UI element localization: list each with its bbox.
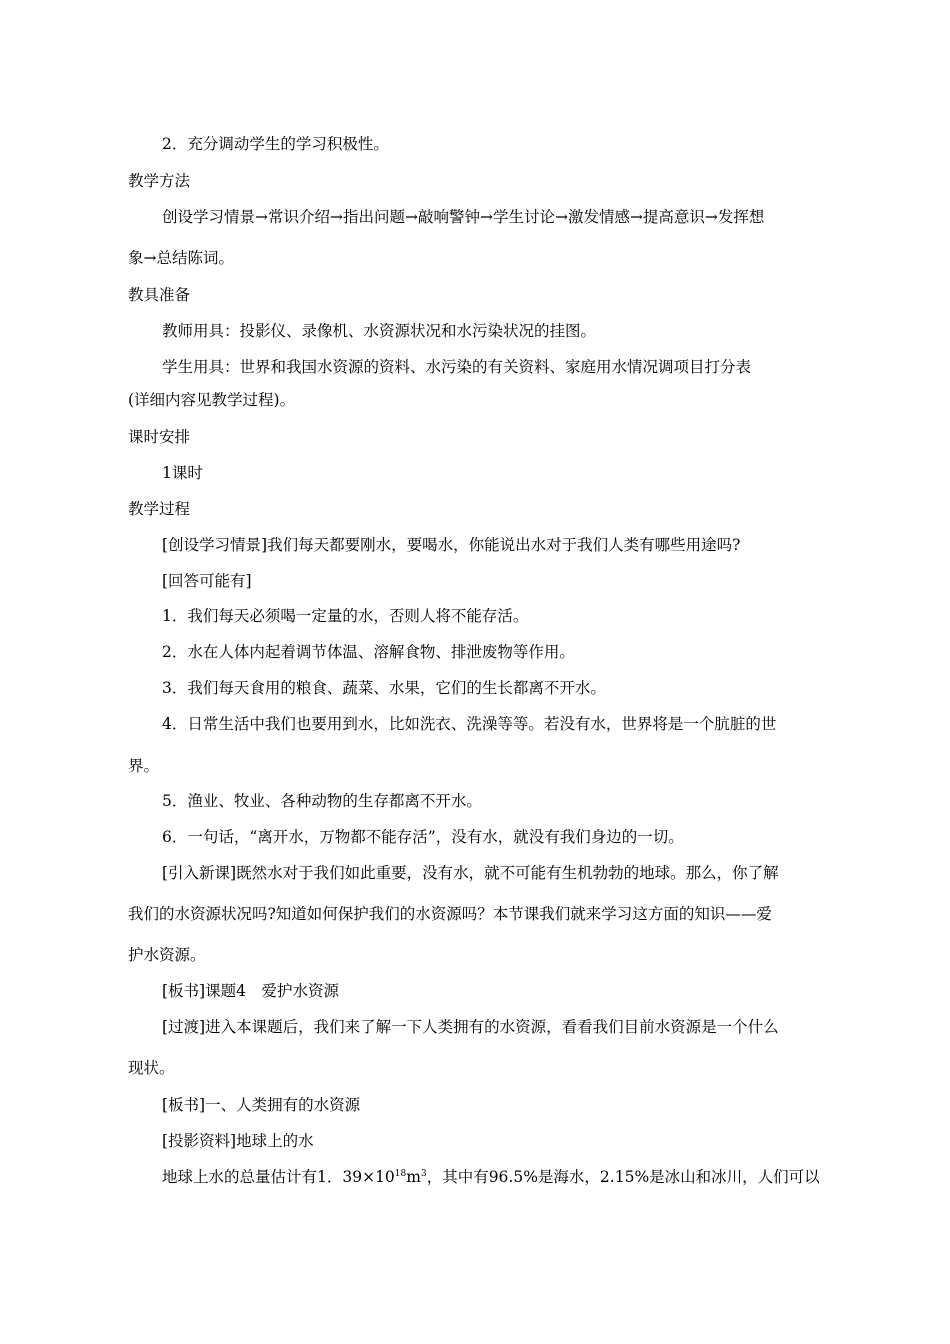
paragraph-line: 教师用具：投影仪、录像机、水资源状况和水污染状况的挂图。 — [162, 322, 597, 340]
paragraph-line: (详细内容见教学过程)。 — [128, 391, 296, 409]
paragraph-line: 学生用具：世界和我国水资源的资料、水污染的有关资料、家庭用水情况调项目打分表 — [162, 358, 752, 376]
paragraph-line: 创设学习情景→常识介绍→指出问题→敲响警钟→学生讨论→激发情感→提高意识→发挥想 — [162, 208, 765, 226]
list-item: 2．水在人体内起着调节体温、溶解食物、排泄废物等作用。 — [162, 643, 575, 661]
list-item: 1．我们每天必须喝一定量的水，否则人将不能存活。 — [162, 607, 529, 625]
section-heading: 教具准备 — [128, 286, 191, 304]
paragraph-line: 象→总结陈词。 — [128, 249, 234, 267]
paragraph-line: 1课时 — [162, 464, 203, 482]
paragraph-line: [引入新课]既然水对于我们如此重要，没有水，就不可能有生机勃勃的地球。那么，你了解 — [162, 864, 779, 882]
list-item: 5．渔业、牧业、各种动物的生存都离不开水。 — [162, 792, 482, 810]
section-heading: 教学过程 — [128, 500, 191, 518]
section-heading: 课时安排 — [128, 428, 191, 446]
paragraph-line: [板书]课题4 爱护水资源 — [162, 982, 339, 1000]
paragraph-line: 护水资源。 — [128, 946, 206, 964]
text-run: ，其中有96.5%是海水，2.15%是冰山和冰川，人们可以 — [426, 1168, 820, 1186]
paragraph-line: [板书]一、人类拥有的水资源 — [162, 1096, 361, 1114]
paragraph-line: [回答可能有] — [162, 572, 252, 590]
list-item: 界。 — [128, 757, 160, 775]
list-item: 3．我们每天食用的粮食、蔬菜、水果，它们的生长都离不开水。 — [162, 679, 606, 697]
paragraph-line — [162, 1166, 820, 1188]
paragraph-line: [创设学习情景]我们每天都要刚水，要喝水，你能说出水对于我们人类有哪些用途吗? — [162, 536, 741, 554]
paragraph-line: 我们的水资源状况吗?知道如何保护我们的水资源吗？本节课我们就来学习这方面的知识——爱 — [128, 905, 772, 923]
list-item: 4．日常生活中我们也要用到水，比如洗衣、洗澡等等。若没有水，世界将是一个肮脏的世 — [162, 715, 777, 733]
text-run: 地球上水的总量估计有1．39×10 — [162, 1168, 395, 1186]
list-item: 2．充分调动学生的学习积极性。 — [162, 135, 389, 153]
unit: m — [406, 1168, 421, 1186]
unit-exponent: 3 — [420, 1168, 427, 1179]
paragraph-line: [过渡]进入本课题后，我们来了解一下人类拥有的水资源，看看我们目前水资源是一个什么 — [162, 1018, 779, 1036]
paragraph-line: [投影资料]地球上的水 — [162, 1132, 314, 1150]
section-heading: 教学方法 — [128, 172, 191, 190]
exponent: 18 — [394, 1168, 407, 1179]
paragraph-line: 现状。 — [128, 1059, 175, 1077]
list-item: 6．一句话，“离开水，万物都不能存活”，没有水，就没有我们身边的一切。 — [162, 828, 684, 846]
